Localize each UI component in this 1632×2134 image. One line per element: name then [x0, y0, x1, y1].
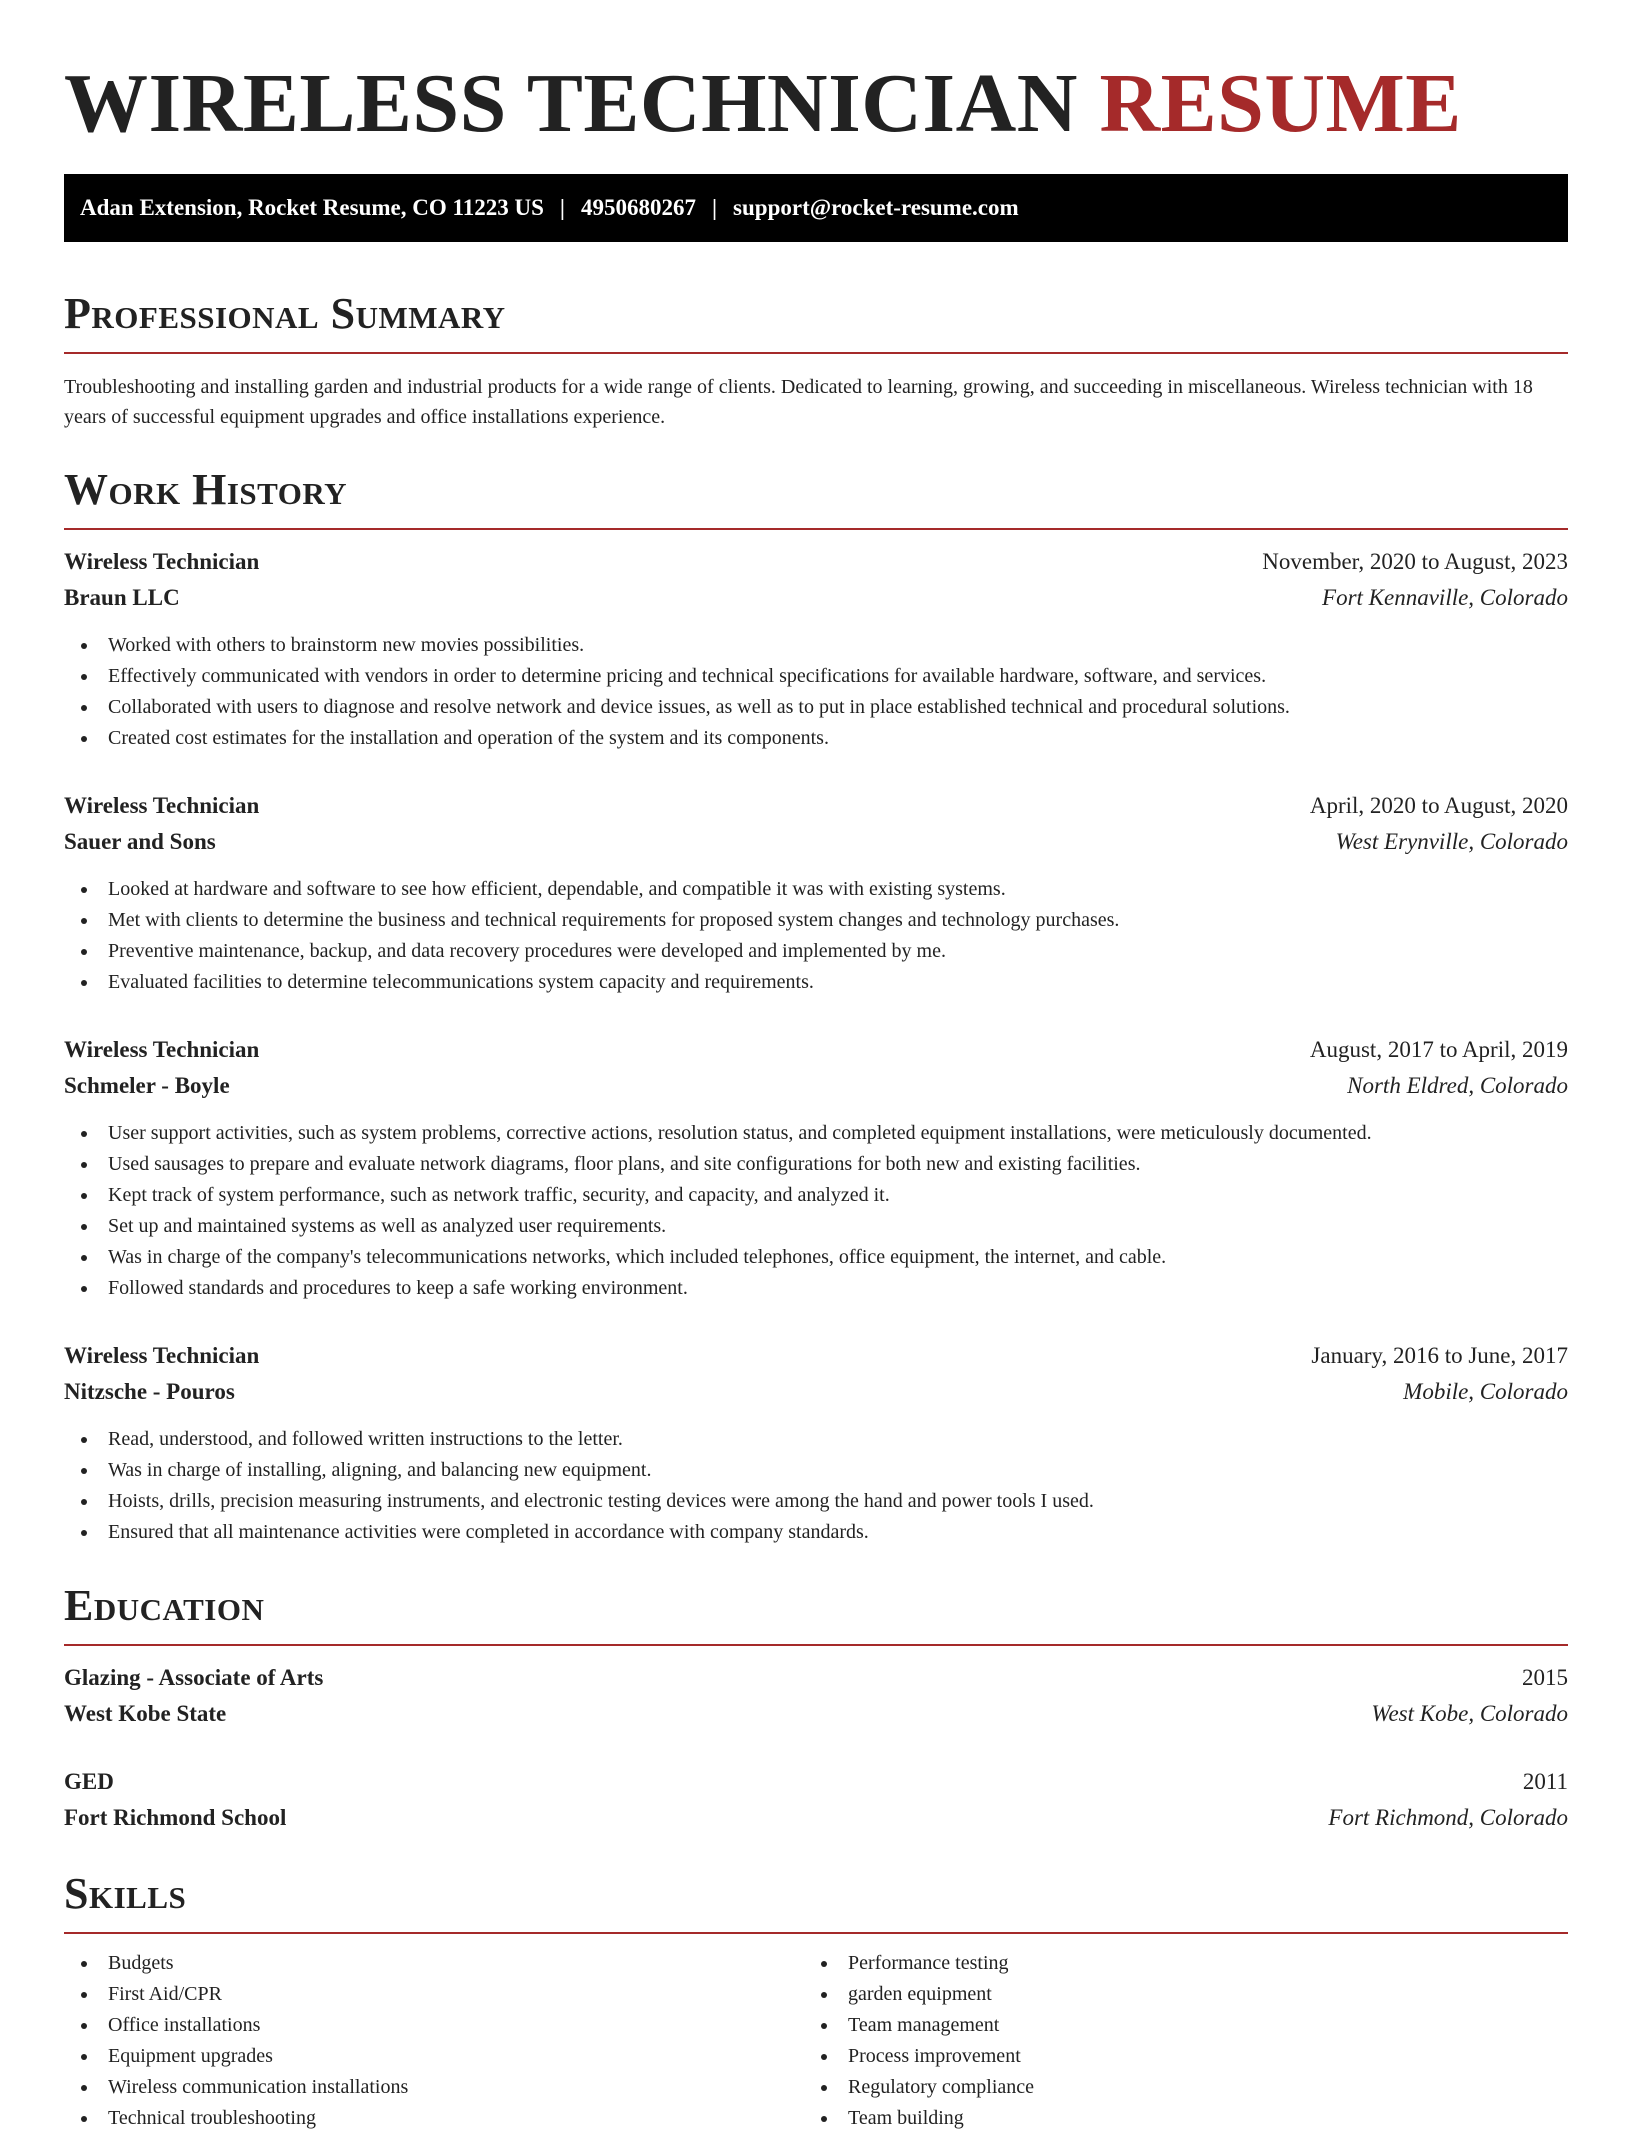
list-item: Looked at hardware and software to see how efficient, dependable, and compatible it was with existing systems. [64, 874, 1568, 905]
job-company: Sauer and Sons [64, 829, 216, 854]
job-location: Mobile, Colorado [1403, 1379, 1568, 1404]
education-section [64, 1578, 1568, 1836]
education-location: Fort Richmond, Colorado [1328, 1805, 1568, 1830]
job-company: Schmeler - Boyle [64, 1073, 230, 1098]
skills-heading: Skills [64, 1869, 187, 1918]
skill-item: Process improvement [804, 2041, 1544, 2072]
job-bullets [64, 1118, 1568, 1304]
skill-item: Performance testing [804, 1948, 1544, 1979]
job-dates: August, 2017 to April, 2019 [1309, 1037, 1568, 1062]
contact-separator: | [711, 195, 718, 220]
education-entry [64, 1660, 1568, 1732]
contact-phone: 4950680267 [580, 195, 696, 220]
job-bullets [64, 874, 1568, 998]
education-location: West Kobe, Colorado [1371, 1701, 1568, 1726]
resume-title [64, 58, 1568, 150]
job-dates: April, 2020 to August, 2020 [1309, 793, 1568, 818]
education-heading: Education [64, 1581, 265, 1630]
list-item: Followed standards and procedures to keep a safe working environment. [64, 1273, 1568, 1304]
education-year: 2015 [1522, 1665, 1568, 1690]
list-item: Created cost estimates for the installation and operation of the system and its components. [64, 723, 1568, 754]
list-item: Hoists, drills, precision measuring instruments, and electronic testing devices were among the hand and power tools I used. [64, 1486, 1568, 1517]
list-item: Evaluated facilities to determine telecommunications system capacity and requirements. [64, 967, 1568, 998]
list-item: Collaborated with users to diagnose and resolve network and device issues, as well as to put in place established technical and procedural solutions. [64, 692, 1568, 723]
job-location: Fort Kennaville, Colorado [1322, 585, 1568, 610]
job-title: Wireless Technician [64, 1343, 260, 1368]
skills-grid [64, 1948, 1568, 2134]
skills-list-right [804, 1948, 1544, 2134]
job-title: Wireless Technician [64, 793, 260, 818]
section-divider [64, 352, 1568, 354]
work-history-heading: Work History [64, 465, 348, 514]
education-degree: Glazing - Associate of Arts [64, 1665, 324, 1690]
list-item: Read, understood, and followed written instructions to the letter. [64, 1424, 1568, 1455]
skill-item: Team management [804, 2010, 1544, 2041]
job-title: Wireless Technician [64, 549, 260, 574]
list-item: Met with clients to determine the business and technical requirements for proposed system changes and technology purchases. [64, 905, 1568, 936]
job-bullets [64, 630, 1568, 754]
skill-item: Budgets [64, 1948, 804, 1979]
job-company: Braun LLC [64, 585, 180, 610]
section-divider [64, 528, 1568, 530]
skill-item: Office installations [64, 2010, 804, 2041]
list-item: Used sausages to prepare and evaluate network diagrams, floor plans, and site configurations for both new and existing facilities. [64, 1149, 1568, 1180]
list-item: Set up and maintained systems as well as analyzed user requirements. [64, 1211, 1568, 1242]
skill-item: Regulatory compliance [804, 2072, 1544, 2103]
education-degree: GED [64, 1769, 114, 1794]
job-location: North Eldred, Colorado [1347, 1073, 1568, 1098]
section-divider [64, 1644, 1568, 1646]
job-entry [64, 1338, 1568, 1548]
education-year: 2011 [1522, 1769, 1568, 1794]
job-entry [64, 1032, 1568, 1304]
job-bullets [64, 1424, 1568, 1548]
summary-text: Troubleshooting and installing garden and industrial products for a wide range of clients. Dedicated to learning, growing, and succeeding in miscellaneous. Wireless technician with 18 years of successful equipment upgrades and office installations experience. [64, 376, 1533, 428]
skill-item: Team building [804, 2103, 1544, 2134]
education-entry [64, 1764, 1568, 1836]
job-title: Wireless Technician [64, 1037, 260, 1062]
contact-address: Adan Extension, Rocket Resume, CO 11223 US [80, 195, 544, 220]
contact-email: support@rocket-resume.com [733, 195, 1019, 220]
summary-section [64, 286, 1568, 432]
contact-separator: | [559, 195, 565, 220]
job-company: Nitzsche - Pouros [64, 1379, 235, 1404]
list-item: Worked with others to brainstorm new movies possibilities. [64, 630, 1568, 661]
skill-item: First Aid/CPR [64, 1979, 804, 2010]
list-item: Was in charge of the company's telecommunications networks, which included telephones, office equipment, the internet, and cable. [64, 1242, 1568, 1273]
title-main: WIRELESS TECHNICIAN [64, 57, 1078, 150]
list-item: Was in charge of installing, aligning, and balancing new equipment. [64, 1455, 1568, 1486]
education-school: West Kobe State [64, 1701, 227, 1726]
list-item: Kept track of system performance, such as network traffic, security, and capacity, and analyzed it. [64, 1180, 1568, 1211]
skills-section [64, 1866, 1568, 2134]
job-location: West Erynville, Colorado [1335, 829, 1568, 854]
skill-item: Wireless communication installations [64, 2072, 804, 2103]
job-dates: November, 2020 to August, 2023 [1262, 549, 1568, 574]
contact-bar [64, 174, 1568, 242]
job-entry [64, 788, 1568, 998]
skills-list-left [64, 1948, 804, 2134]
work-history-section [64, 462, 1568, 1548]
list-item: Ensured that all maintenance activities were completed in accordance with company standards. [64, 1517, 1568, 1548]
job-dates: January, 2016 to June, 2017 [1311, 1343, 1568, 1368]
title-accent: RESUME [1099, 57, 1462, 150]
list-item: Preventive maintenance, backup, and data recovery procedures were developed and implemented by me. [64, 936, 1568, 967]
skill-item: Equipment upgrades [64, 2041, 804, 2072]
section-divider [64, 1932, 1568, 1934]
skill-item: garden equipment [804, 1979, 1544, 2010]
education-school: Fort Richmond School [64, 1805, 287, 1830]
list-item: Effectively communicated with vendors in order to determine pricing and technical specifications for available hardware, software, and services. [64, 661, 1568, 692]
skill-item: Technical troubleshooting [64, 2103, 804, 2134]
summary-heading: Professional Summary [64, 289, 506, 338]
job-entry [64, 544, 1568, 754]
list-item: User support activities, such as system problems, corrective actions, resolution status, and completed equipment installations, were meticulously documented. [64, 1118, 1568, 1149]
